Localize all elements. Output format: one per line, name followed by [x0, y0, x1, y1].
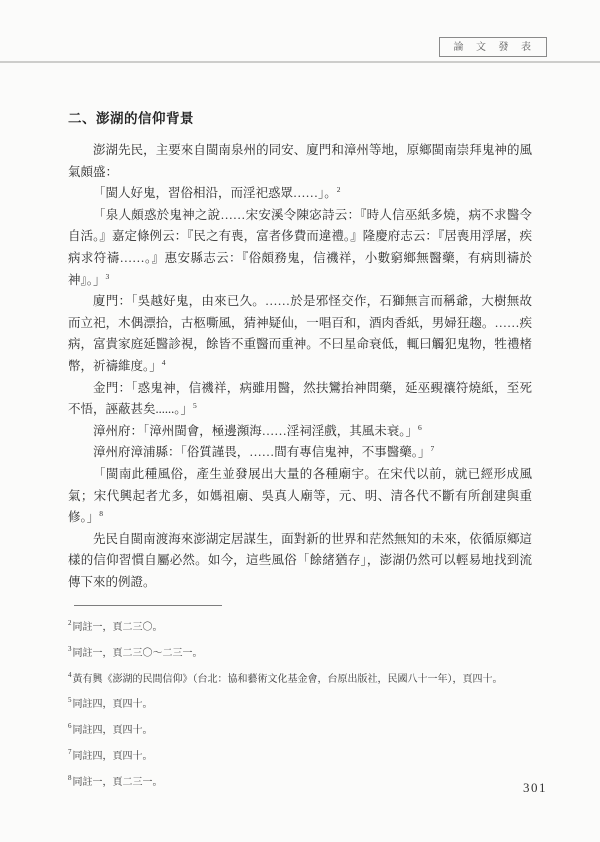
footnote-item: [68, 665, 538, 691]
running-header-box: [439, 37, 548, 57]
paragraph: [68, 140, 532, 183]
footnote-ref: 2: [336, 185, 341, 195]
footnote-ref: 6: [418, 422, 422, 432]
footnote-item: [68, 639, 538, 665]
footnote-ref: 3: [105, 271, 110, 281]
footnote-ref: 4: [161, 357, 166, 367]
footnote-separator: [74, 605, 222, 606]
paragraph-text: 金門：「惑鬼神，信禨祥，病雖用醫，然扶鸞抬神問藥，延巫覡禳符燒紙，至死不悟，誣蔽甚矣......。」: [68, 380, 532, 417]
footnote-number: 5: [68, 696, 72, 705]
paragraph-text: 澎湖先民，主要來自閩南泉州的同安、廈門和漳州等地，原鄉閩南崇拜鬼神的風氣頗盛：: [68, 143, 532, 179]
paragraph-text: 廈門：「吳越好鬼，由來已久。……於是邪怪交作，石獅無言而稱爺，大樹無故而立祀，木偶漂拾，古柩嘶風，猜神疑仙，一唱百和，酒肉香紙，男婦狂趨。……疾病，富貴家庭延醫診視，餘皆不重醫而重神。不曰星命衰低，輒曰觸犯鬼物，牲禮楮幣，祈禱維度。」: [68, 294, 532, 373]
footnote-item: [68, 613, 538, 639]
paragraph-quote: [68, 205, 532, 291]
paragraph-text: 漳州府：「漳州閩會，極邊瀕海……淫祠淫戲，其風未衰。」: [93, 423, 419, 438]
footnote-number: 4: [68, 670, 72, 679]
footnote-text: 同註一，頁二三〇～二三一。: [72, 647, 203, 659]
paragraph-text: 「泉人頗惑於鬼神之說……宋安溪令陳宓詩云：『時人信巫紙多燒，病不求醫令自活。』嘉定條例云：『民之有喪，富者侈費而違禮。』隆慶府志云：『居喪用浮屠，疾病求符禱……。』惠安縣志云：『俗頗務鬼，信禨祥，小數窮鄉無醫藥，有病則禱於神』。」: [68, 207, 532, 287]
footnote-text: 同註四，頁四十。: [72, 725, 153, 737]
footnote-text: 同註四，頁四十。: [72, 699, 153, 711]
header-rule: [0, 61, 600, 63]
footnotes-section: [68, 605, 538, 794]
paragraph-text: 先民自閩南渡海來澎湖定居謀生，面對新的世界和茫然無知的未來，依循原鄉這樣的信仰習慣自屬必然。如今，這些風俗「餘緒猶存」，澎湖仍然可以輕易地找到流傳下來的例證。: [68, 531, 532, 589]
paragraph: [68, 529, 532, 594]
footnote-ref: 5: [193, 401, 197, 411]
footnote-item: [68, 768, 538, 794]
paragraph-text: 「閩人好鬼，習俗相沿，而淫祀惑眾……」。: [93, 186, 337, 201]
footnote-number: 6: [68, 722, 72, 731]
footnote-ref: 8: [99, 509, 104, 519]
paragraph-quote: [68, 421, 532, 443]
footnote-text: 同註一，頁二三一。: [72, 776, 163, 788]
footnote-ref: 7: [430, 444, 435, 454]
footnote-item: [68, 716, 538, 742]
footnote-text: 同註一，頁二三〇。: [72, 622, 163, 633]
footnote-item: [68, 742, 538, 768]
paragraph-quote: [68, 442, 532, 464]
footnote-text: 黃有興《澎湖的民間信仰》（台北：協和藝術文化基金會，台原出版社，民國八十一年），頁四十。: [72, 673, 503, 685]
document-body: [68, 108, 532, 593]
section-title: 二、澎湖的信仰背景: [68, 111, 194, 126]
page-number: 301: [523, 780, 547, 795]
paragraph-quote: [68, 183, 532, 205]
footnote-text: 同註四，頁四十。: [72, 750, 153, 762]
paragraph-quote: [68, 464, 532, 529]
paragraph-text: 漳州府漳浦縣：「俗質謹畏，……間有專信鬼神，不事醫藥。」: [93, 445, 431, 460]
footnote-number: 2: [68, 619, 72, 627]
footnote-item: [68, 690, 538, 716]
footnote-number: 3: [68, 644, 72, 653]
running-header-label: 論 文 發 表: [453, 42, 536, 53]
footnote-number: 7: [68, 747, 72, 756]
footnote-number: 8: [68, 773, 72, 782]
paragraph-quote: [68, 291, 532, 377]
paragraph-text: 「閩南此種風俗，產生並發展出大量的各種廟宇。在宋代以前，就已經形成風氣；宋代興起者尤多，如媽祖廟、吳真人廟等，元、明、清各代不斷有所創建與重修。」: [68, 466, 532, 525]
paragraph-quote: [68, 378, 532, 421]
